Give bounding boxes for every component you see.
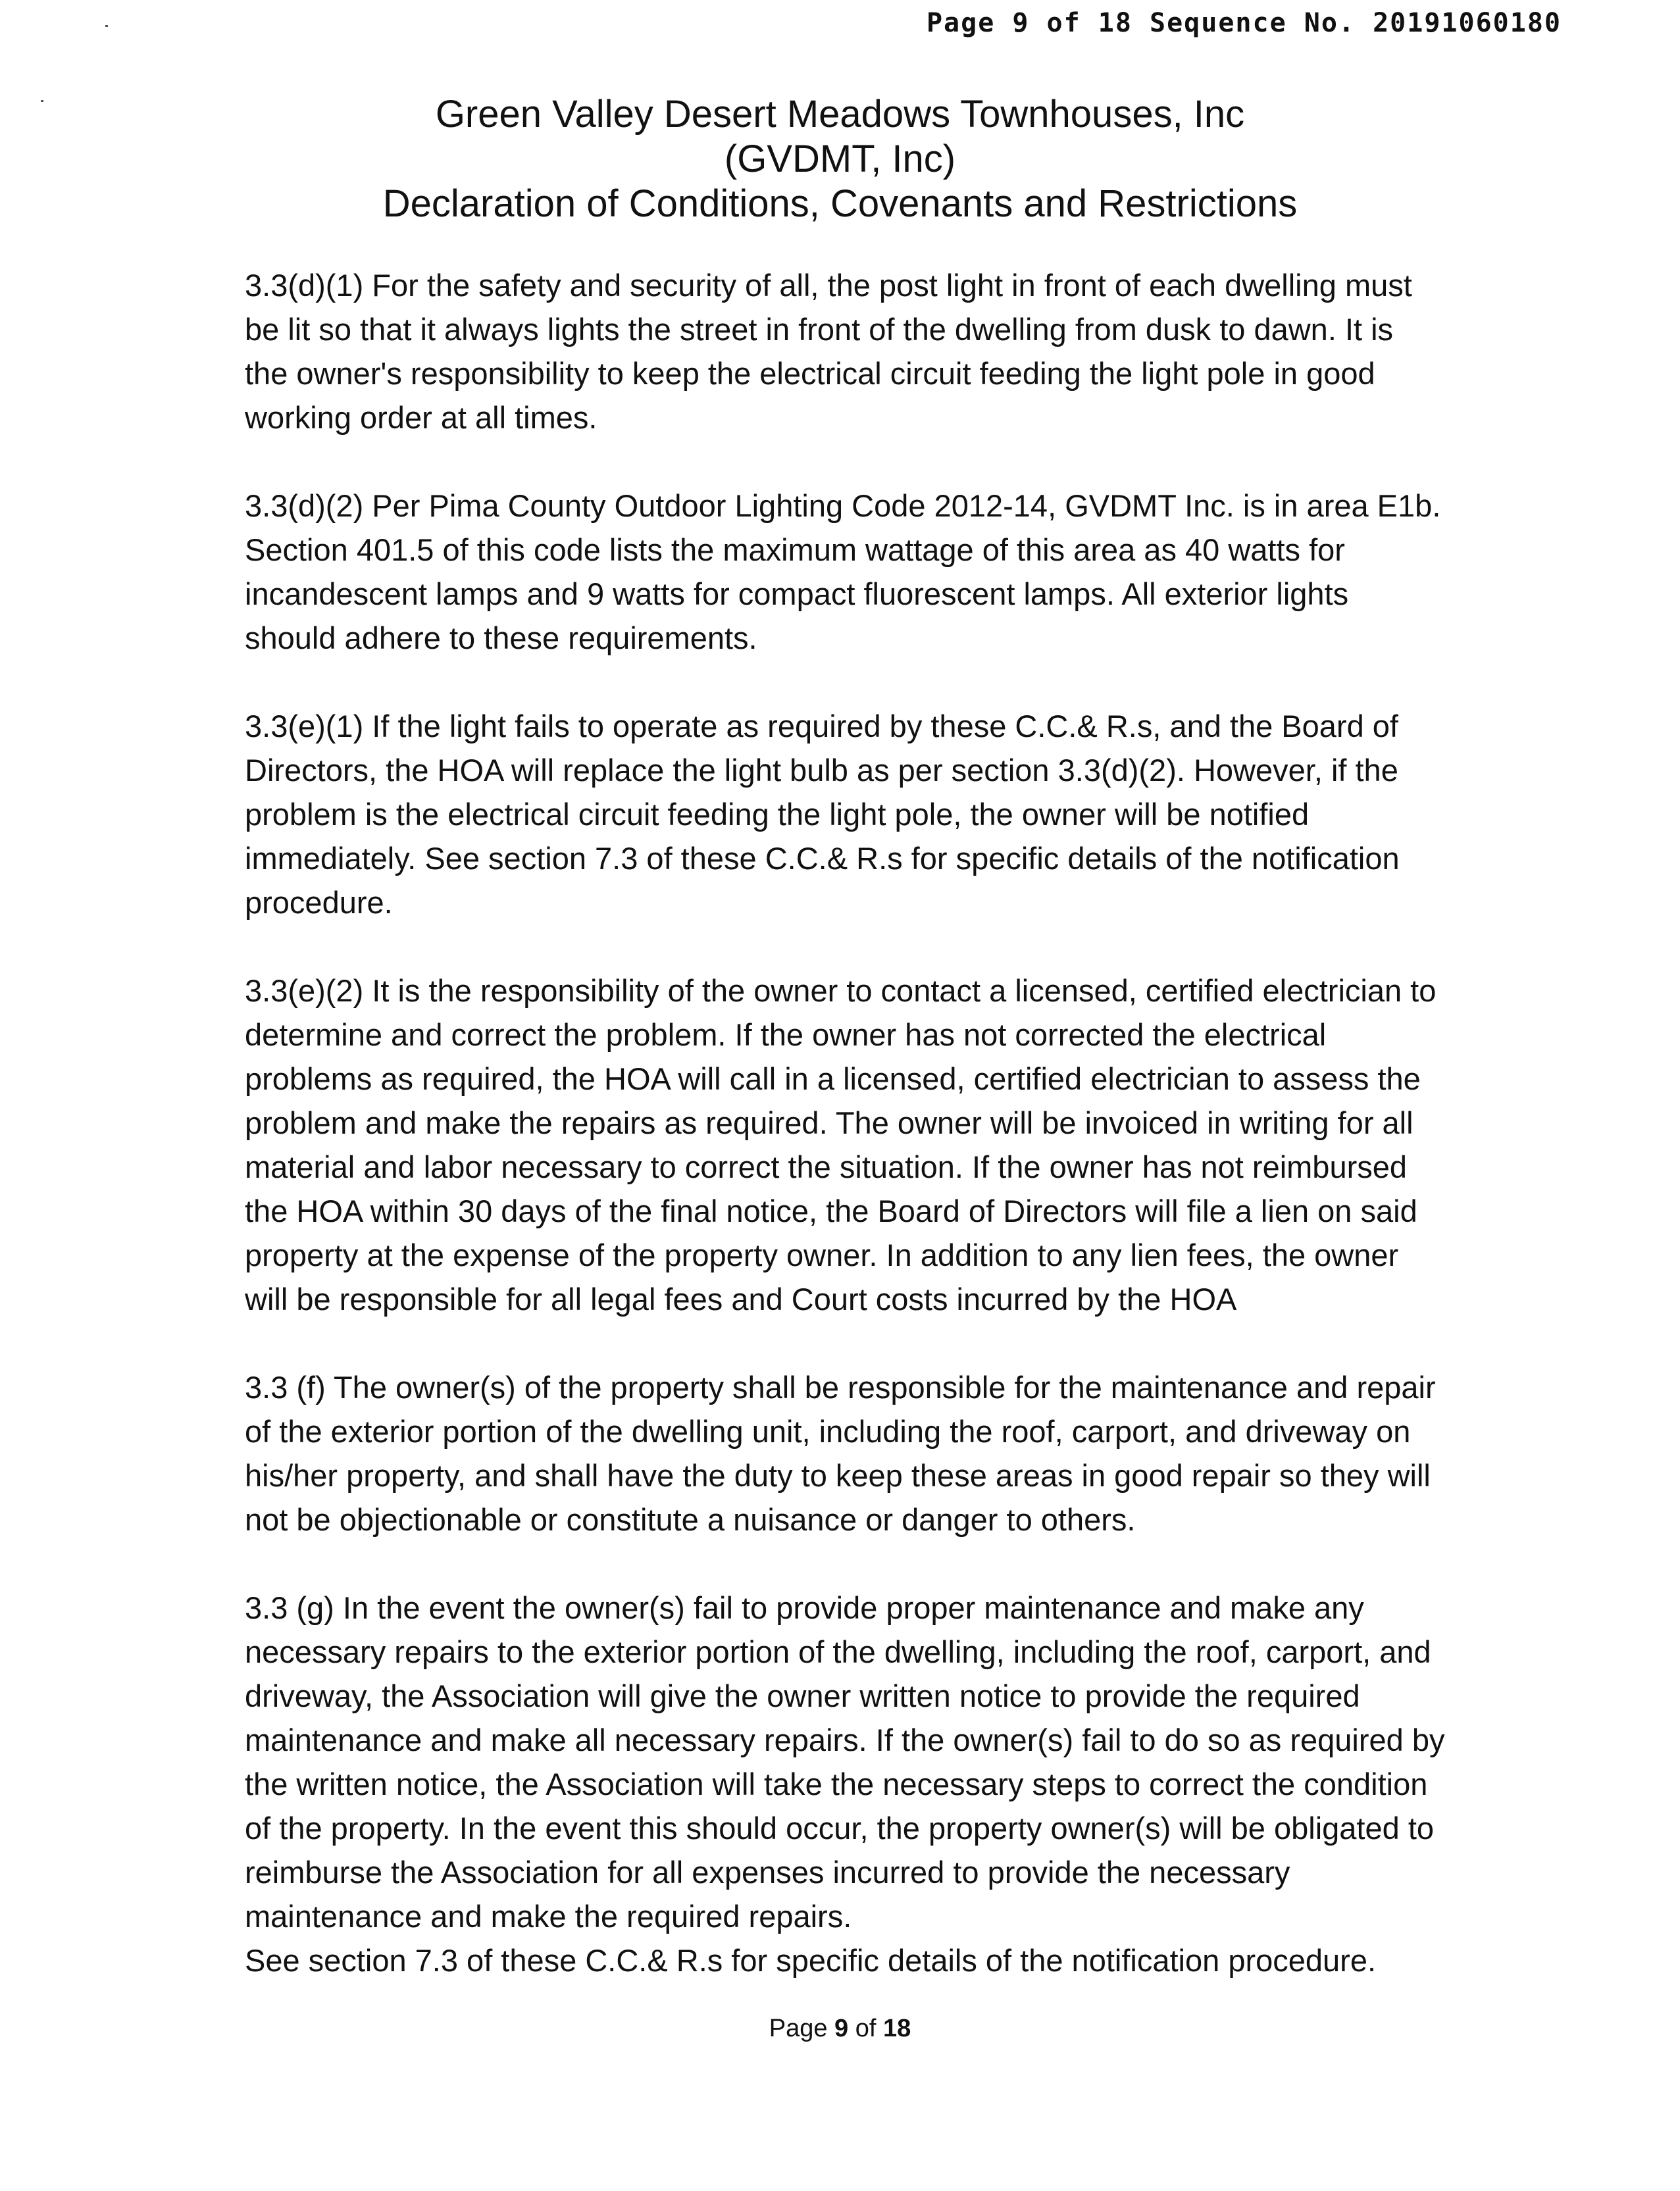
paragraph-line: determine and correct the problem. If the owner has not corrected the electrical — [245, 1017, 1327, 1052]
paragraph-line: will be responsible for all legal fees and Court costs incurred by the HOA — [245, 1282, 1237, 1317]
title-line-association: Green Valley Desert Meadows Townhouses, Inc — [435, 93, 1245, 136]
paragraph-line: should adhere to these requirements. — [245, 620, 757, 655]
footer-total-pages: 18 — [882, 2015, 911, 2042]
paragraph-line: Section 401.5 of this code lists the maximum wattage of this area as 40 watts for — [245, 532, 1345, 567]
paragraph-line: be lit so that it always lights the street in front of the dwelling from dusk to dawn. It is — [245, 312, 1394, 347]
paragraph-line: 3.3(d)(2) Per Pima County Outdoor Lighting Code 2012-14, GVDMT Inc. is in area E1b. — [245, 488, 1441, 523]
section-paragraph — [245, 263, 1535, 440]
title-line-declaration: Declaration of Conditions, Covenants and Restrictions — [382, 182, 1298, 225]
paragraph-line: 3.3 (f) The owner(s) of the property shall be responsible for the maintenance and repair — [245, 1370, 1436, 1405]
paragraph-line: See section 7.3 of these C.C.& R.s for specific details of the notification procedure. — [245, 1943, 1377, 1978]
document-body — [245, 263, 1535, 1982]
recorder-header: Page 9 of 18 Sequence No. 20191060180 — [926, 8, 1562, 38]
paragraph-line: problem is the electrical circuit feeding the light pole, the owner will be notified — [245, 797, 1310, 832]
paragraph-line: driveway, the Association will give the owner written notice to provide the required — [245, 1678, 1360, 1713]
section-paragraph — [245, 1586, 1535, 1982]
paragraph-line: maintenance and make the required repairs. — [245, 1899, 852, 1934]
paragraph-line: necessary repairs to the exterior portion of the dwelling, including the roof, carport, and — [245, 1634, 1431, 1669]
paragraph-line: maintenance and make all necessary repairs. If the owner(s) fail to do so as required by — [245, 1723, 1445, 1757]
paragraph-line: not be objectionable or constitute a nuisance or danger to others. — [245, 1502, 1136, 1537]
paragraph-line: material and labor necessary to correct the situation. If the owner has not reimbursed — [245, 1149, 1408, 1184]
section-paragraph — [245, 1365, 1535, 1542]
page-footer — [0, 2015, 1680, 2043]
paragraph-line: the written notice, the Association will take the necessary steps to correct the condition — [245, 1767, 1428, 1801]
paragraph-line: the owner's responsibility to keep the electrical circuit feeding the light pole in good — [245, 356, 1375, 391]
paragraph-line: property at the expense of the property owner. In addition to any lien fees, the owner — [245, 1238, 1399, 1272]
footer-current-page: 9 — [834, 2015, 849, 2042]
paragraph-line: reimburse the Association for all expenses incurred to provide the necessary — [245, 1855, 1290, 1890]
document-title — [0, 92, 1680, 226]
paragraph-line: 3.3(d)(1) For the safety and security of all, the post light in front of each dwelling must — [245, 268, 1412, 303]
paragraph-line: of the exterior portion of the dwelling unit, including the roof, carport, and driveway on — [245, 1414, 1411, 1449]
paragraph-line: 3.3(e)(1) If the light fails to operate as required by these C.C.& R.s, and the Board of — [245, 709, 1398, 743]
section-paragraph — [245, 969, 1535, 1321]
paragraph-line: of the property. In the event this should occur, the property owner(s) will be obligated to — [245, 1811, 1435, 1846]
paragraph-line: working order at all times. — [245, 400, 598, 435]
paragraph-line: problem and make the repairs as required. The owner will be invoiced in writing for all — [245, 1105, 1413, 1140]
footer-prefix: Page — [769, 2015, 835, 2042]
footer-middle: of — [848, 2015, 883, 2042]
section-paragraph — [245, 704, 1535, 924]
paragraph-line: his/her property, and shall have the duty to keep these areas in good repair so they will — [245, 1458, 1431, 1493]
title-line-abbreviation: (GVDMT, Inc) — [724, 138, 956, 180]
scan-speck — [105, 25, 108, 27]
paragraph-line: problems as required, the HOA will call in a licensed, certified electrician to assess the — [245, 1061, 1421, 1096]
paragraph-line: Directors, the HOA will replace the light bulb as per section 3.3(d)(2). However, if the — [245, 753, 1398, 788]
paragraph-line: 3.3(e)(2) It is the responsibility of the owner to contact a licensed, certified electrician to — [245, 973, 1437, 1008]
paragraph-line: procedure. — [245, 885, 393, 920]
paragraph-line: 3.3 (g) In the event the owner(s) fail to provide proper maintenance and make any — [245, 1590, 1364, 1625]
paragraph-line: immediately. See section 7.3 of these C.C.& R.s for specific details of the notification — [245, 841, 1400, 876]
paragraph-line: incandescent lamps and 9 watts for compact fluorescent lamps. All exterior lights — [245, 576, 1349, 611]
section-paragraph — [245, 484, 1535, 660]
paragraph-line: the HOA within 30 days of the final notice, the Board of Directors will file a lien on said — [245, 1194, 1417, 1228]
